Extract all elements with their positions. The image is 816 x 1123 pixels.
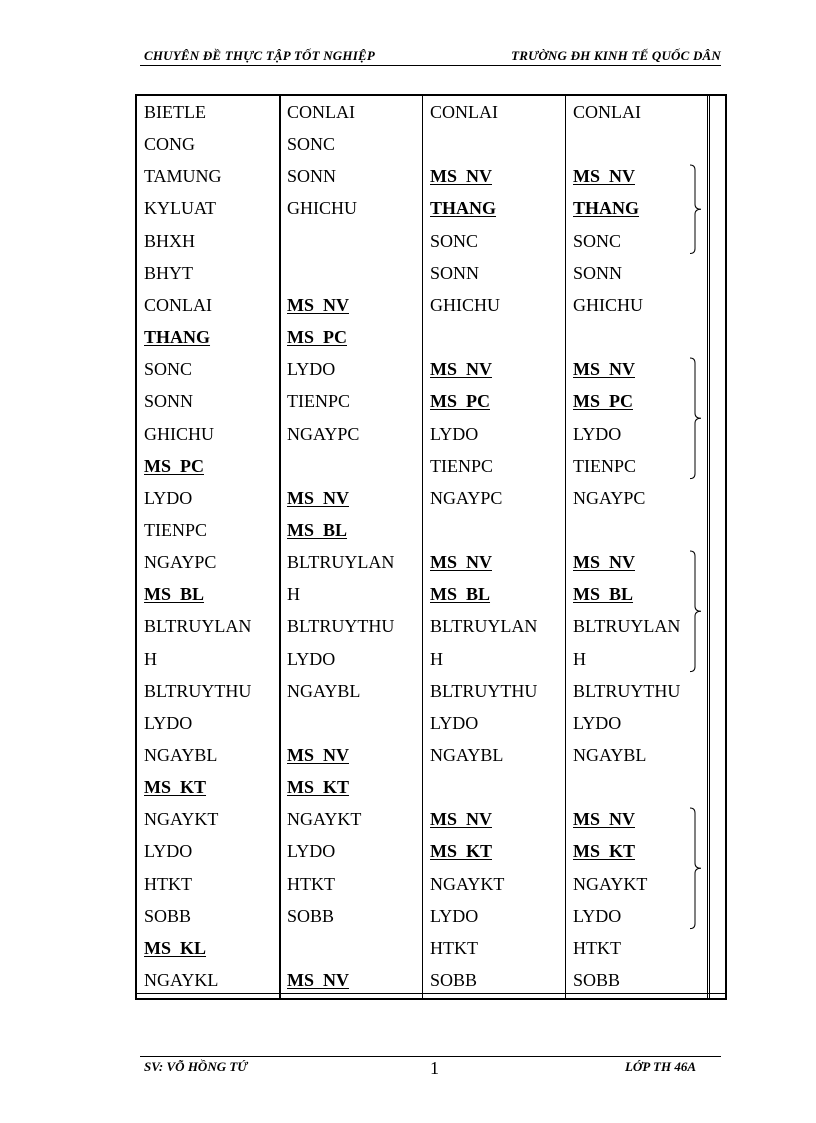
curly-brace-icon: [689, 807, 703, 930]
field-name: SONC: [144, 359, 193, 380]
field-name: TAMUNG: [144, 166, 222, 187]
key-field: MS NV: [287, 294, 349, 315]
field-name: BIETLE: [144, 102, 206, 122]
field-name: H: [573, 648, 586, 669]
field-name: TIENPC: [144, 519, 207, 540]
field-name: LYDO: [573, 423, 622, 444]
field-name: SONC: [573, 230, 622, 251]
field-name: NGAYPC: [430, 487, 503, 508]
field-name: BHXH: [144, 230, 196, 251]
field-table: [135, 94, 727, 1000]
field-name: LYDO: [287, 648, 336, 669]
field-name: SONN: [287, 166, 337, 187]
field-name: GHICHU: [573, 294, 643, 315]
key-field: MS KT: [430, 841, 493, 862]
field-name: BLTRUYLAN: [144, 616, 252, 637]
column-divider: [422, 96, 423, 998]
field-name: SONN: [144, 391, 194, 412]
field-name: CONLAI: [430, 102, 498, 122]
column-divider: [565, 96, 566, 998]
key-field: MS NV: [287, 970, 349, 991]
key-field: MS NV: [573, 809, 635, 830]
field-name: BLTRUYTHU: [430, 680, 538, 701]
field-name: SONN: [573, 262, 623, 283]
field-name: LYDO: [287, 841, 336, 862]
field-name: LYDO: [430, 905, 479, 926]
field-name: LYDO: [144, 487, 193, 508]
header-right: TRƯỜNG ĐH KINH TẾ QUỐC DÂN: [511, 48, 721, 63]
field-name: NGAYBL: [430, 745, 504, 765]
key-field: MS PC: [287, 327, 347, 348]
field-name: H: [430, 648, 443, 669]
field-name: SOBB: [144, 905, 192, 926]
field-name: NGAYBL: [287, 680, 361, 701]
field-name: BLTRUYLAN: [430, 616, 538, 637]
field-name: BLTRUYTHU: [573, 680, 681, 701]
key-field: MS NV: [287, 745, 349, 765]
key-field: MS NV: [573, 166, 635, 187]
header-rule: [140, 65, 721, 66]
key-field: MS BL: [430, 584, 491, 605]
field-name: GHICHU: [144, 423, 214, 444]
footer-left: SV: VÕ HỒNG TỨ: [144, 1059, 248, 1074]
field-name: NGAYBL: [144, 745, 218, 765]
field-name: LYDO: [144, 712, 193, 733]
field-name: TIENPC: [430, 455, 493, 476]
field-name: LYDO: [573, 712, 622, 733]
field-name: BHYT: [144, 262, 193, 283]
field-name: NGAYKT: [287, 809, 362, 830]
field-name: NGAYPC: [573, 487, 646, 508]
field-name: CONG: [144, 134, 196, 155]
column-divider: [709, 96, 710, 998]
field-name: HTKT: [430, 937, 478, 958]
key-field: MS NV: [430, 552, 492, 573]
field-name: SONN: [430, 262, 480, 283]
header-left: CHUYÊN ĐỀ THỰC TẬP TỐT NGHIỆP: [144, 48, 375, 63]
field-name: HTKT: [573, 937, 621, 958]
field-name: GHICHU: [287, 198, 357, 219]
key-field: MS NV: [287, 487, 349, 508]
field-name: GHICHU: [430, 294, 500, 315]
key-field: MS KT: [287, 777, 350, 798]
field-name: BLTRUYTHU: [144, 680, 252, 701]
key-field: MS NV: [430, 359, 492, 380]
field-name: NGAYPC: [144, 552, 217, 573]
key-field: MS BL: [573, 584, 634, 605]
field-name: SOBB: [573, 970, 621, 991]
curly-brace-icon: [689, 164, 703, 254]
field-name: NGAYKT: [430, 873, 505, 894]
field-name: SOBB: [287, 905, 335, 926]
key-field: MS KT: [144, 777, 207, 798]
field-name: NGAYBL: [573, 745, 647, 765]
key-field: MS BL: [144, 584, 205, 605]
key-field: MS BL: [287, 519, 348, 540]
column-divider: [280, 96, 281, 998]
field-name: KYLUAT: [144, 198, 216, 219]
curly-brace-icon: [689, 357, 703, 480]
field-name: NGAYPC: [287, 423, 360, 444]
field-name: H: [287, 584, 300, 605]
field-name: CONLAI: [287, 102, 355, 122]
key-field: MS NV: [573, 359, 635, 380]
field-name: SOBB: [430, 970, 478, 991]
field-name: SONC: [430, 230, 479, 251]
key-field: MS PC: [573, 391, 633, 412]
key-field: THANG: [144, 327, 211, 348]
footer-rule: [140, 1056, 721, 1057]
key-field: THANG: [573, 198, 640, 219]
field-name: BLTRUYTHU: [287, 616, 395, 637]
field-name: LYDO: [144, 841, 193, 862]
field-name: NGAYKT: [573, 873, 648, 894]
key-field: MS NV: [573, 552, 635, 573]
field-name: HTKT: [287, 873, 335, 894]
page-number: 1: [430, 1058, 439, 1078]
field-name: LYDO: [430, 712, 479, 733]
key-field: THANG: [430, 198, 497, 219]
key-field: MS PC: [144, 455, 204, 476]
field-name: LYDO: [430, 423, 479, 444]
field-name: BLTRUYLAN: [287, 552, 395, 573]
key-field: MS KT: [573, 841, 636, 862]
field-name: NGAYKT: [144, 809, 219, 830]
key-field: MS NV: [430, 166, 492, 187]
field-name: NGAYKL: [144, 970, 219, 991]
field-name: BLTRUYLAN: [573, 616, 681, 637]
key-field: MS PC: [430, 391, 490, 412]
key-field: MS NV: [430, 809, 492, 830]
field-name: CONLAI: [573, 102, 641, 122]
field-name: HTKT: [144, 873, 192, 894]
key-field: MS KL: [144, 937, 207, 958]
field-name: CONLAI: [144, 294, 212, 315]
footer-right: LỚP TH 46A: [624, 1059, 696, 1074]
column-divider: [707, 96, 708, 998]
field-name: LYDO: [573, 905, 622, 926]
field-name: H: [144, 648, 157, 669]
field-name: TIENPC: [573, 455, 636, 476]
field-name: LYDO: [287, 359, 336, 380]
curly-brace-icon: [689, 550, 703, 673]
field-name: SONC: [287, 134, 336, 155]
field-name: TIENPC: [287, 391, 350, 412]
